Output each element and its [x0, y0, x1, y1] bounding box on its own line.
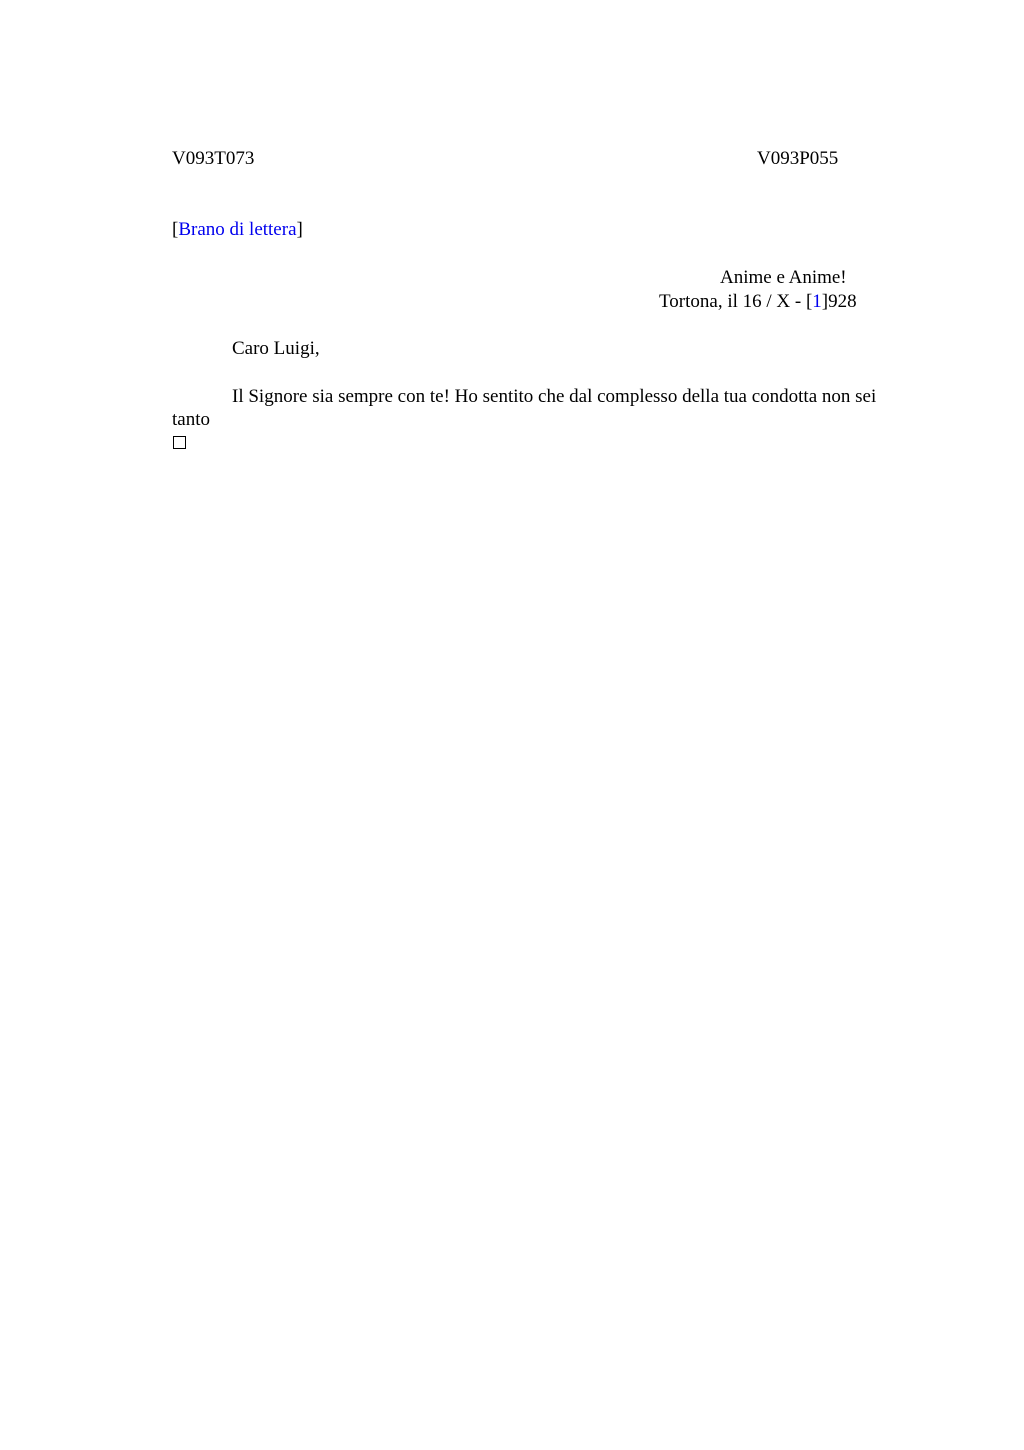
dateline-suffix: ]928 [821, 291, 857, 312]
heading-link[interactable]: Brano di lettera [178, 219, 297, 240]
dateline-prefix: Tortona, il 16 / X - [ [659, 291, 813, 312]
left-document-code: V093T073 [172, 148, 255, 169]
motto: Anime e Anime! [720, 267, 847, 288]
right-document-code: V093P055 [757, 148, 839, 169]
heading-open-bracket: [ [172, 219, 179, 240]
dateline-year-digit-link[interactable]: 1 [812, 291, 822, 312]
letter-body: Il Signore sia sempre con te! Ho sentito che dal complesso della tua condotta non sei tanto [172, 386, 877, 430]
heading-close-bracket: ] [296, 219, 303, 240]
salutation: Caro Luigi, [232, 338, 320, 359]
empty-square-icon [173, 436, 186, 449]
section-heading [172, 218, 303, 241]
dateline [659, 290, 857, 313]
